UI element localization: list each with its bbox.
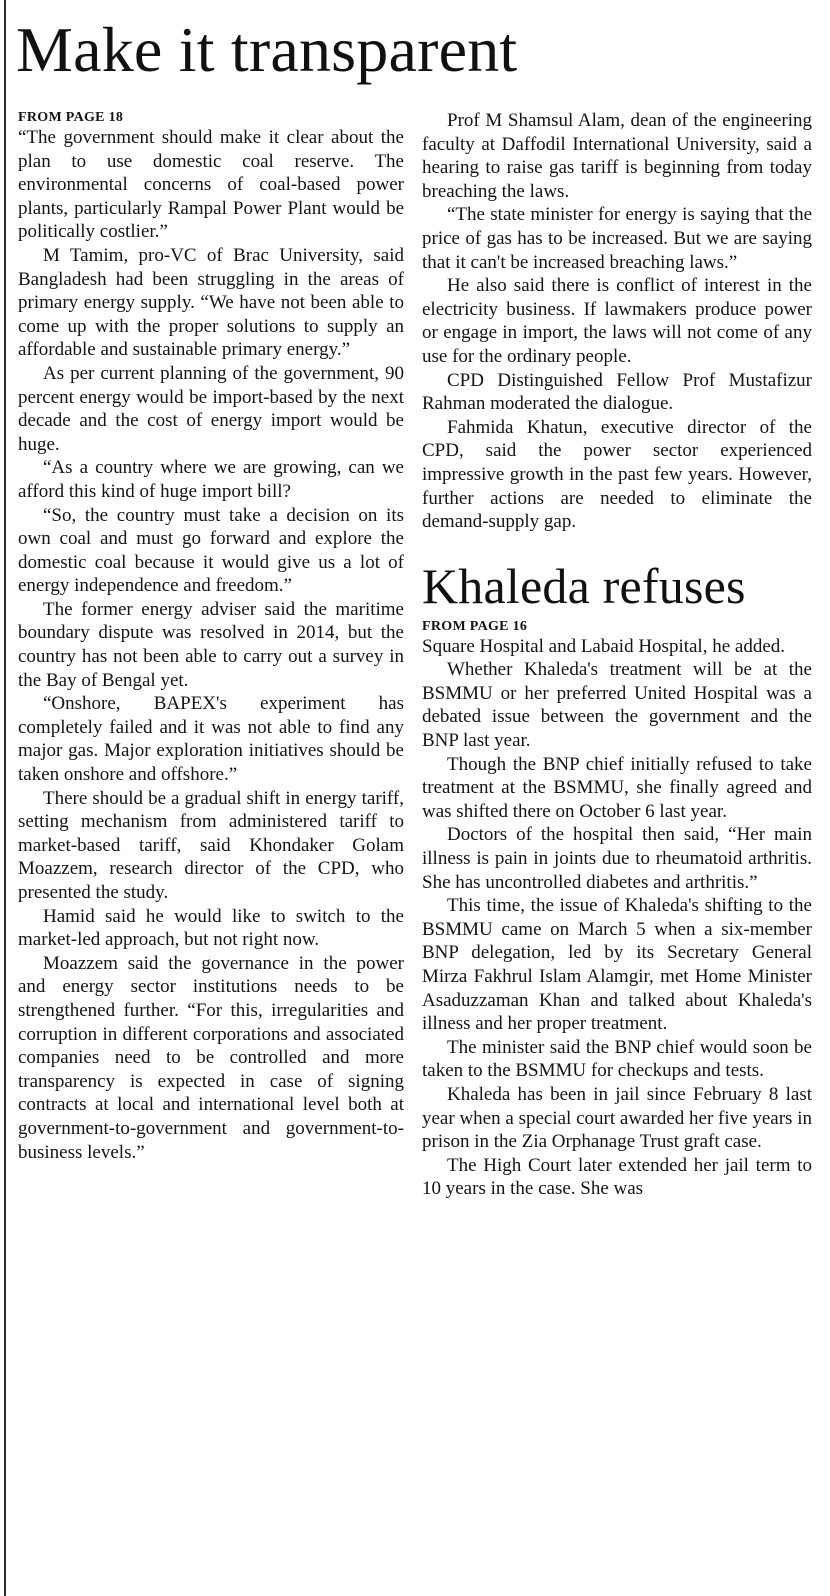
article-paragraph: As per current planning of the government, 90 percent energy would be import-based by the next decade and the cost of energy import would be huge. [18, 362, 404, 455]
article-paragraph: The minister said the BNP chief would soon be taken to the BSMMU for checkups and tests. [422, 1036, 812, 1082]
headline-khaleda-refuses: Khaleda refuses [422, 557, 746, 614]
article-paragraph: “As a country where we are growing, can we afford this kind of huge import bill? [18, 457, 404, 502]
continued-from-label: FROM PAGE 18 [18, 110, 124, 125]
article-paragraph: “So, the country must take a decision on its own coal and must go forward and explore the domestic coal because it would give us a lot of energy independence and freedom.” [18, 504, 404, 597]
article-paragraph: Fahmida Khatun, executive director of the CPD, said the power sector experienced impressive growth in the past few years. However, further actions are needed to eliminate the demand-supply gap. [422, 416, 812, 533]
article-column-right [422, 109, 812, 1596]
article-paragraph: Whether Khaleda's treatment will be at the BSMMU or her preferred United Hospital was a debated issue between the government and the BNP last year. [422, 659, 812, 752]
article-paragraph: The former energy adviser said the maritime boundary dispute was resolved in 2014, but the country has not been able to carry out a survey in the Bay of Bengal yet. [18, 598, 404, 691]
article-paragraph: There should be a gradual shift in energy tariff, setting mechanism from administered tariff to market-based tariff, said Khondaker Golam Moazzem, research director of the CPD, who presented the study. [18, 787, 404, 903]
article-paragraph: “The government should make it clear about the plan to use domestic coal reserve. The environmental concerns of coal-based power plants, particularly Rampal Power Plant would be politically costlier.” [18, 127, 404, 243]
article-paragraph: Khaleda has been in jail since February 8 last year when a special court awarded her five years in prison in the Zia Orphanage Trust graft case. [422, 1083, 812, 1153]
article-paragraph: The High Court later extended her jail term to 10 years in the case. She was [422, 1154, 812, 1200]
headline-make-it-transparent: Make it transparent [16, 14, 518, 85]
article-paragraph: Hamid said he would like to switch to the market-led approach, but not right now. [18, 905, 404, 951]
article-paragraph: Doctors of the hospital then said, “Her main illness is pain in joints due to rheumatoid arthritis. She has uncontrolled diabetes and arthritis.” [422, 824, 812, 893]
article-paragraph: Moazzem said the governance in the power and energy sector institutions needs to be strengthened further. “For this, irregularities and corruption in different corporations and associated companies need to be controlled and more transparency is expected in case of signing contracts at local and international level both at government-to-government and government-to-business levels.” [18, 952, 404, 1163]
article-paragraph: He also said there is conflict of interest in the electricity business. If lawmakers produce power or engage in import, the laws will not come of any use for the ordinary people. [422, 275, 812, 367]
column-rule [4, 0, 6, 1596]
article-paragraph: Prof M Shamsul Alam, dean of the engineering faculty at Daffodil International University, said a hearing to raise gas tariff is beginning from today breaching the laws. [422, 110, 812, 202]
article-paragraph: “The state minister for energy is saying that the price of gas has to be increased. But we are saying that it can't be increased breaching laws.” [422, 204, 812, 273]
article-column-left [18, 109, 404, 1596]
article-paragraph: Square Hospital and Labaid Hospital, he added. [422, 635, 786, 657]
article-paragraph: CPD Distinguished Fellow Prof Mustafizur Rahman moderated the dialogue. [422, 369, 812, 415]
article-paragraph: “Onshore, BAPEX's experiment has completely failed and it was not able to find any major gas. Major exploration initiatives should be taken onshore and offshore.” [18, 693, 404, 786]
article-paragraph: Though the BNP chief initially refused to take treatment at the BSMMU, she finally agreed and was shifted there on October 6 last year. [422, 753, 812, 822]
article-paragraph: This time, the issue of Khaleda's shifting to the BSMMU came on March 5 when a six-member BNP delegation, led by its Secretary General Mirza Fakhrul Islam Alamgir, met Home Minister Asaduzzaman Khan and talked about Khaleda's illness and her proper treatment. [422, 895, 812, 1035]
article-paragraph: M Tamim, pro-VC of Brac University, said Bangladesh had been struggling in the areas of primary energy supply. “We have not been able to come up with the proper solutions to supply an affordable and sustainable primary energy.” [18, 244, 404, 361]
continued-from-label: FROM PAGE 16 [422, 618, 528, 634]
